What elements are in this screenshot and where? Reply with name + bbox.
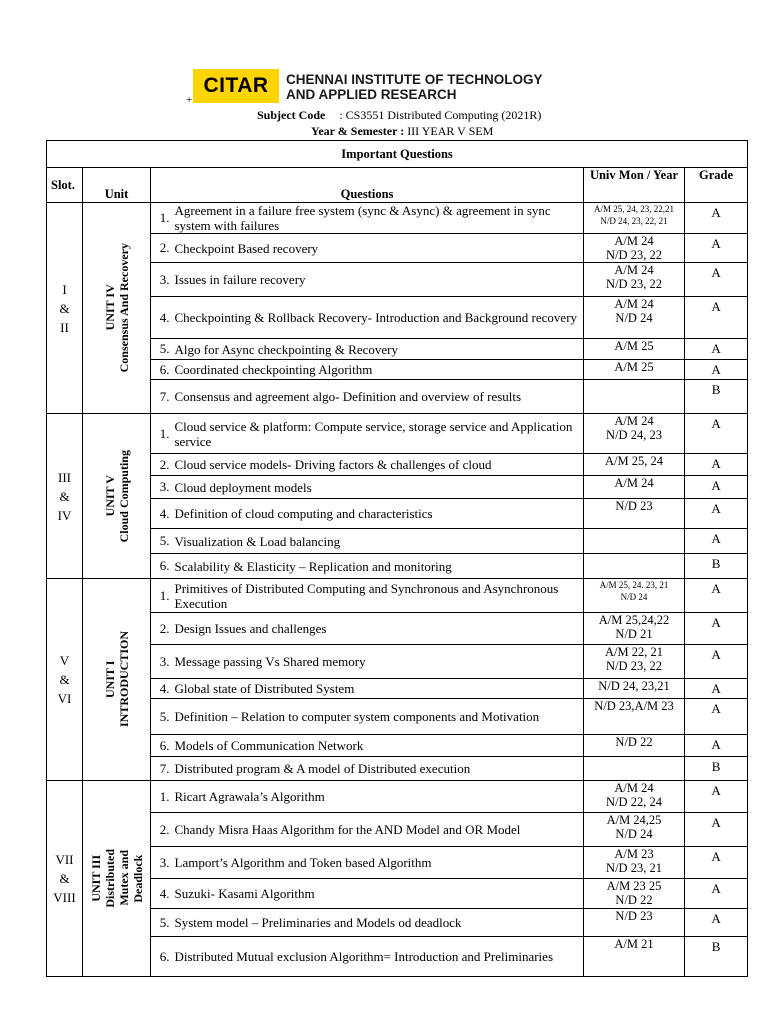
unit-label-line: INTRODUCTION <box>116 631 131 728</box>
question-number: 2. <box>151 813 173 847</box>
subject-code-label: Subject Code <box>257 108 326 122</box>
univ-mon-year <box>584 414 685 454</box>
mon-line: A/M 24 <box>614 263 654 277</box>
table-row <box>47 554 748 579</box>
question-text: Checkpointing & Rollback Recovery- Introduction and Background recovery <box>173 297 584 339</box>
question-text: Primitives of Distributed Computing and Synchronous and Asynchronous Execution <box>173 579 584 613</box>
question-number: 6. <box>151 735 173 757</box>
table-row <box>47 339 748 360</box>
question-text: Distributed program & A model of Distributed execution <box>173 757 584 781</box>
page-header <box>0 0 768 140</box>
table-row <box>47 454 748 476</box>
slot-cell <box>47 781 83 977</box>
mon-line: N/D 24 <box>620 592 648 602</box>
univ-mon-year <box>584 499 685 529</box>
question-text: Scalability & Elasticity – Replication and monitoring <box>173 554 584 579</box>
grade-cell: A <box>685 781 748 813</box>
institute-name <box>286 72 543 102</box>
mon-line: N/D 22, 24 <box>606 795 662 809</box>
grade-cell: A <box>685 454 748 476</box>
mon-line: A/M 23 25 <box>606 879 662 893</box>
table-row <box>47 937 748 977</box>
grade-cell: A <box>685 529 748 554</box>
grade-cell: A <box>685 909 748 937</box>
table-body <box>47 203 748 977</box>
grade-cell: B <box>685 757 748 781</box>
table-row <box>47 579 748 613</box>
col-univ-mon-year: Univ Mon / Year <box>584 168 685 203</box>
slot-cell <box>47 414 83 579</box>
mon-line: A/M 25 <box>614 339 654 353</box>
mon-line: A/M 23 <box>614 847 654 861</box>
question-text: Coordinated checkpointing Algorithm <box>173 360 584 380</box>
unit-label-line: UNIT III <box>88 855 103 902</box>
question-text: Message passing Vs Shared memory <box>173 645 584 679</box>
question-number: 5. <box>151 529 173 554</box>
mon-line: N/D 23 <box>615 499 653 513</box>
question-text: Chandy Misra Haas Algorithm for the AND Model and OR Model <box>173 813 584 847</box>
plus-mark: + <box>186 94 193 106</box>
unit-label-line: UNIT I <box>102 660 117 699</box>
questions-table <box>46 140 748 977</box>
mon-line: A/M 21 <box>614 937 654 951</box>
mon-line: A/M 25, 24. 23, 21 <box>599 580 669 590</box>
slot-label: V <box>59 653 70 668</box>
grade-cell: A <box>685 847 748 879</box>
mon-line: N/D 22 <box>615 893 653 907</box>
mon-line: A/M 25, 24 <box>605 454 663 468</box>
col-unit: Unit <box>83 168 151 203</box>
grade-cell: A <box>685 613 748 645</box>
univ-mon-year <box>584 554 685 579</box>
unit-label <box>103 243 131 372</box>
question-text: Algo for Async checkpointing & Recovery <box>173 339 584 360</box>
question-number: 3. <box>151 847 173 879</box>
grade-cell: B <box>685 937 748 977</box>
subject-code <box>257 108 541 123</box>
question-number: 2. <box>151 454 173 476</box>
mon-line: A/M 24 <box>614 297 654 311</box>
slot-label: VII <box>55 852 74 867</box>
grade-cell: B <box>685 554 748 579</box>
logo-text: CITAR <box>203 74 269 97</box>
grade-cell: A <box>685 679 748 699</box>
question-text: Issues in failure recovery <box>173 263 584 297</box>
table-row <box>47 879 748 909</box>
univ-mon-year <box>584 645 685 679</box>
slot-label: & <box>59 300 70 316</box>
mon-line: A/M 24 <box>614 234 654 248</box>
question-number: 7. <box>151 757 173 781</box>
table-row <box>47 757 748 781</box>
slot-label: IV <box>57 507 72 523</box>
mon-line: N/D 24 <box>615 311 653 325</box>
grade-cell: A <box>685 645 748 679</box>
question-number: 3. <box>151 645 173 679</box>
table-row <box>47 735 748 757</box>
mon-line: N/D 23, 22 <box>606 659 662 673</box>
unit-label <box>89 849 145 908</box>
question-text: Agreement in a failure free system (sync & Async) & agreement in sync system with failures <box>173 203 584 234</box>
question-text: Ricart Agrawala’s Algorithm <box>173 781 584 813</box>
question-number: 1. <box>151 203 173 234</box>
univ-mon-year <box>584 699 685 735</box>
grade-cell: A <box>685 879 748 909</box>
grade-cell: A <box>685 203 748 234</box>
mon-line: A/M 24 <box>614 781 654 795</box>
mon-line: A/M 25, 24, 23, 22,21 <box>593 204 674 214</box>
question-text: Consensus and agreement algo- Definition and overview of results <box>173 380 584 414</box>
slot-cell <box>47 203 83 414</box>
question-number: 2. <box>151 613 173 645</box>
mon-line: N/D 23 <box>615 909 653 923</box>
table-row <box>47 499 748 529</box>
mon-line: A/M 25,24,22 <box>598 613 670 627</box>
table-row <box>47 380 748 414</box>
question-text: Lamport’s Algorithm and Token based Algorithm <box>173 847 584 879</box>
univ-mon-year <box>584 234 685 263</box>
question-text: Cloud deployment models <box>173 476 584 499</box>
slot-label: VI <box>57 691 72 706</box>
col-questions: Questions <box>151 168 584 203</box>
year-sem-label: Year & Semester : <box>311 124 405 138</box>
table-row <box>47 613 748 645</box>
univ-mon-year <box>584 476 685 499</box>
table-row <box>47 234 748 263</box>
mon-line: N/D 22 <box>615 735 653 749</box>
question-number: 1. <box>151 414 173 454</box>
question-number: 1. <box>151 579 173 613</box>
unit-cell <box>83 781 151 977</box>
univ-mon-year <box>584 909 685 937</box>
slot-label: II <box>60 319 69 335</box>
table-row <box>47 529 748 554</box>
question-text: Global state of Distributed System <box>173 679 584 699</box>
question-number: 4. <box>151 879 173 909</box>
question-number: 5. <box>151 339 173 360</box>
question-text: Cloud service & platform: Compute service, storage service and Application service <box>173 414 584 454</box>
slot-label: III <box>58 469 71 485</box>
table-row <box>47 699 748 735</box>
slot-label: I <box>62 281 67 297</box>
question-number: 4. <box>151 679 173 699</box>
question-number: 4. <box>151 297 173 339</box>
table-row <box>47 645 748 679</box>
question-text: System model – Preliminaries and Models od deadlock <box>173 909 584 937</box>
grade-cell: A <box>685 813 748 847</box>
unit-label-line: Distributed <box>102 849 117 908</box>
univ-mon-year <box>584 937 685 977</box>
univ-mon-year <box>584 847 685 879</box>
question-text: Suzuki- Kasami Algorithm <box>173 879 584 909</box>
grade-cell: A <box>685 297 748 339</box>
grade-cell: A <box>685 360 748 380</box>
unit-cell <box>83 203 151 414</box>
univ-mon-year <box>584 879 685 909</box>
question-number: 3. <box>151 476 173 499</box>
year-semester <box>311 124 493 139</box>
mon-line: N/D 24, 23, 22, 21 <box>600 216 668 226</box>
unit-label-line: Cloud Computing <box>116 449 131 543</box>
col-grade: Grade <box>685 168 748 203</box>
grade-cell: A <box>685 476 748 499</box>
univ-mon-year <box>584 735 685 757</box>
mon-line: A/M 22, 21 <box>605 645 663 659</box>
question-number: 4. <box>151 499 173 529</box>
question-text: Cloud service models- Driving factors & challenges of cloud <box>173 454 584 476</box>
grade-cell: A <box>685 699 748 735</box>
univ-mon-year <box>584 380 685 414</box>
table-row <box>47 781 748 813</box>
question-number: 6. <box>151 937 173 977</box>
univ-mon-year <box>584 579 685 613</box>
table-row <box>47 297 748 339</box>
unit-label-line: UNIT V <box>102 475 117 517</box>
question-number: 5. <box>151 699 173 735</box>
question-text: Checkpoint Based recovery <box>173 234 584 263</box>
mon-line: N/D 23,A/M 23 <box>594 699 674 713</box>
grade-cell: A <box>685 339 748 360</box>
year-sem-value: III YEAR V SEM <box>407 124 494 138</box>
unit-label <box>103 450 131 542</box>
univ-mon-year <box>584 757 685 781</box>
slot-cell <box>47 579 83 781</box>
mon-line: N/D 24, 23,21 <box>598 679 670 693</box>
slot-label: VIII <box>53 890 76 905</box>
slot-label: & <box>59 871 70 886</box>
mon-line: N/D 23, 22 <box>606 277 662 291</box>
slot-label: & <box>59 672 70 687</box>
question-text: Design Issues and challenges <box>173 613 584 645</box>
univ-mon-year <box>584 454 685 476</box>
mon-line: N/D 24 <box>615 827 653 841</box>
unit-label-line: Mutex and <box>116 850 131 907</box>
mon-line: A/M 24 <box>614 414 654 428</box>
unit-cell <box>83 579 151 781</box>
institute-line-2: AND APPLIED RESEARCH <box>286 87 457 102</box>
mon-line: N/D 24, 23 <box>606 428 662 442</box>
question-number: 2. <box>151 234 173 263</box>
table-row <box>47 909 748 937</box>
institute-line-1: CHENNAI INSTITUTE OF TECHNOLOGY <box>286 72 543 87</box>
univ-mon-year <box>584 339 685 360</box>
table-row <box>47 263 748 297</box>
univ-mon-year <box>584 360 685 380</box>
table-row <box>47 203 748 234</box>
question-number: 6. <box>151 554 173 579</box>
question-number: 5. <box>151 909 173 937</box>
subject-code-value: : CS3551 Distributed Computing (2021R) <box>339 108 542 122</box>
question-text: Definition – Relation to computer system components and Motivation <box>173 699 584 735</box>
table-title: Important Questions <box>47 141 748 168</box>
slot-label: & <box>59 488 70 504</box>
col-slot: Slot. <box>47 168 83 203</box>
grade-cell: B <box>685 380 748 414</box>
grade-cell: A <box>685 579 748 613</box>
mon-line: A/M 25 <box>614 360 654 374</box>
table-row <box>47 813 748 847</box>
question-number: 6. <box>151 360 173 380</box>
table-row <box>47 679 748 699</box>
question-number: 7. <box>151 380 173 414</box>
table-row <box>47 476 748 499</box>
question-text: Visualization & Load balancing <box>173 529 584 554</box>
table-row <box>47 360 748 380</box>
question-text: Models of Communication Network <box>173 735 584 757</box>
unit-label <box>103 631 131 727</box>
citar-logo <box>193 69 279 103</box>
mon-line: A/M 24,25 <box>606 813 662 827</box>
unit-label-line: Consensus And Recovery <box>116 243 131 373</box>
question-number: 1. <box>151 781 173 813</box>
mon-line: N/D 23, 22 <box>606 248 662 262</box>
univ-mon-year <box>584 813 685 847</box>
univ-mon-year <box>584 297 685 339</box>
grade-cell: A <box>685 234 748 263</box>
question-number: 3. <box>151 263 173 297</box>
unit-label-line: Deadlock <box>130 854 145 903</box>
question-text: Definition of cloud computing and characteristics <box>173 499 584 529</box>
univ-mon-year <box>584 613 685 645</box>
unit-label-line: UNIT IV <box>102 284 117 332</box>
table-row <box>47 847 748 879</box>
mon-line: A/M 24 <box>614 476 654 490</box>
mon-line: N/D 21 <box>615 627 653 641</box>
grade-cell: A <box>685 414 748 454</box>
grade-cell: A <box>685 499 748 529</box>
univ-mon-year <box>584 781 685 813</box>
mon-line: N/D 23, 21 <box>606 861 662 875</box>
univ-mon-year <box>584 263 685 297</box>
grade-cell: A <box>685 735 748 757</box>
unit-cell <box>83 414 151 579</box>
univ-mon-year <box>584 529 685 554</box>
question-text: Distributed Mutual exclusion Algorithm= Introduction and Preliminaries <box>173 937 584 977</box>
table-row <box>47 414 748 454</box>
grade-cell: A <box>685 263 748 297</box>
univ-mon-year <box>584 203 685 234</box>
univ-mon-year <box>584 679 685 699</box>
